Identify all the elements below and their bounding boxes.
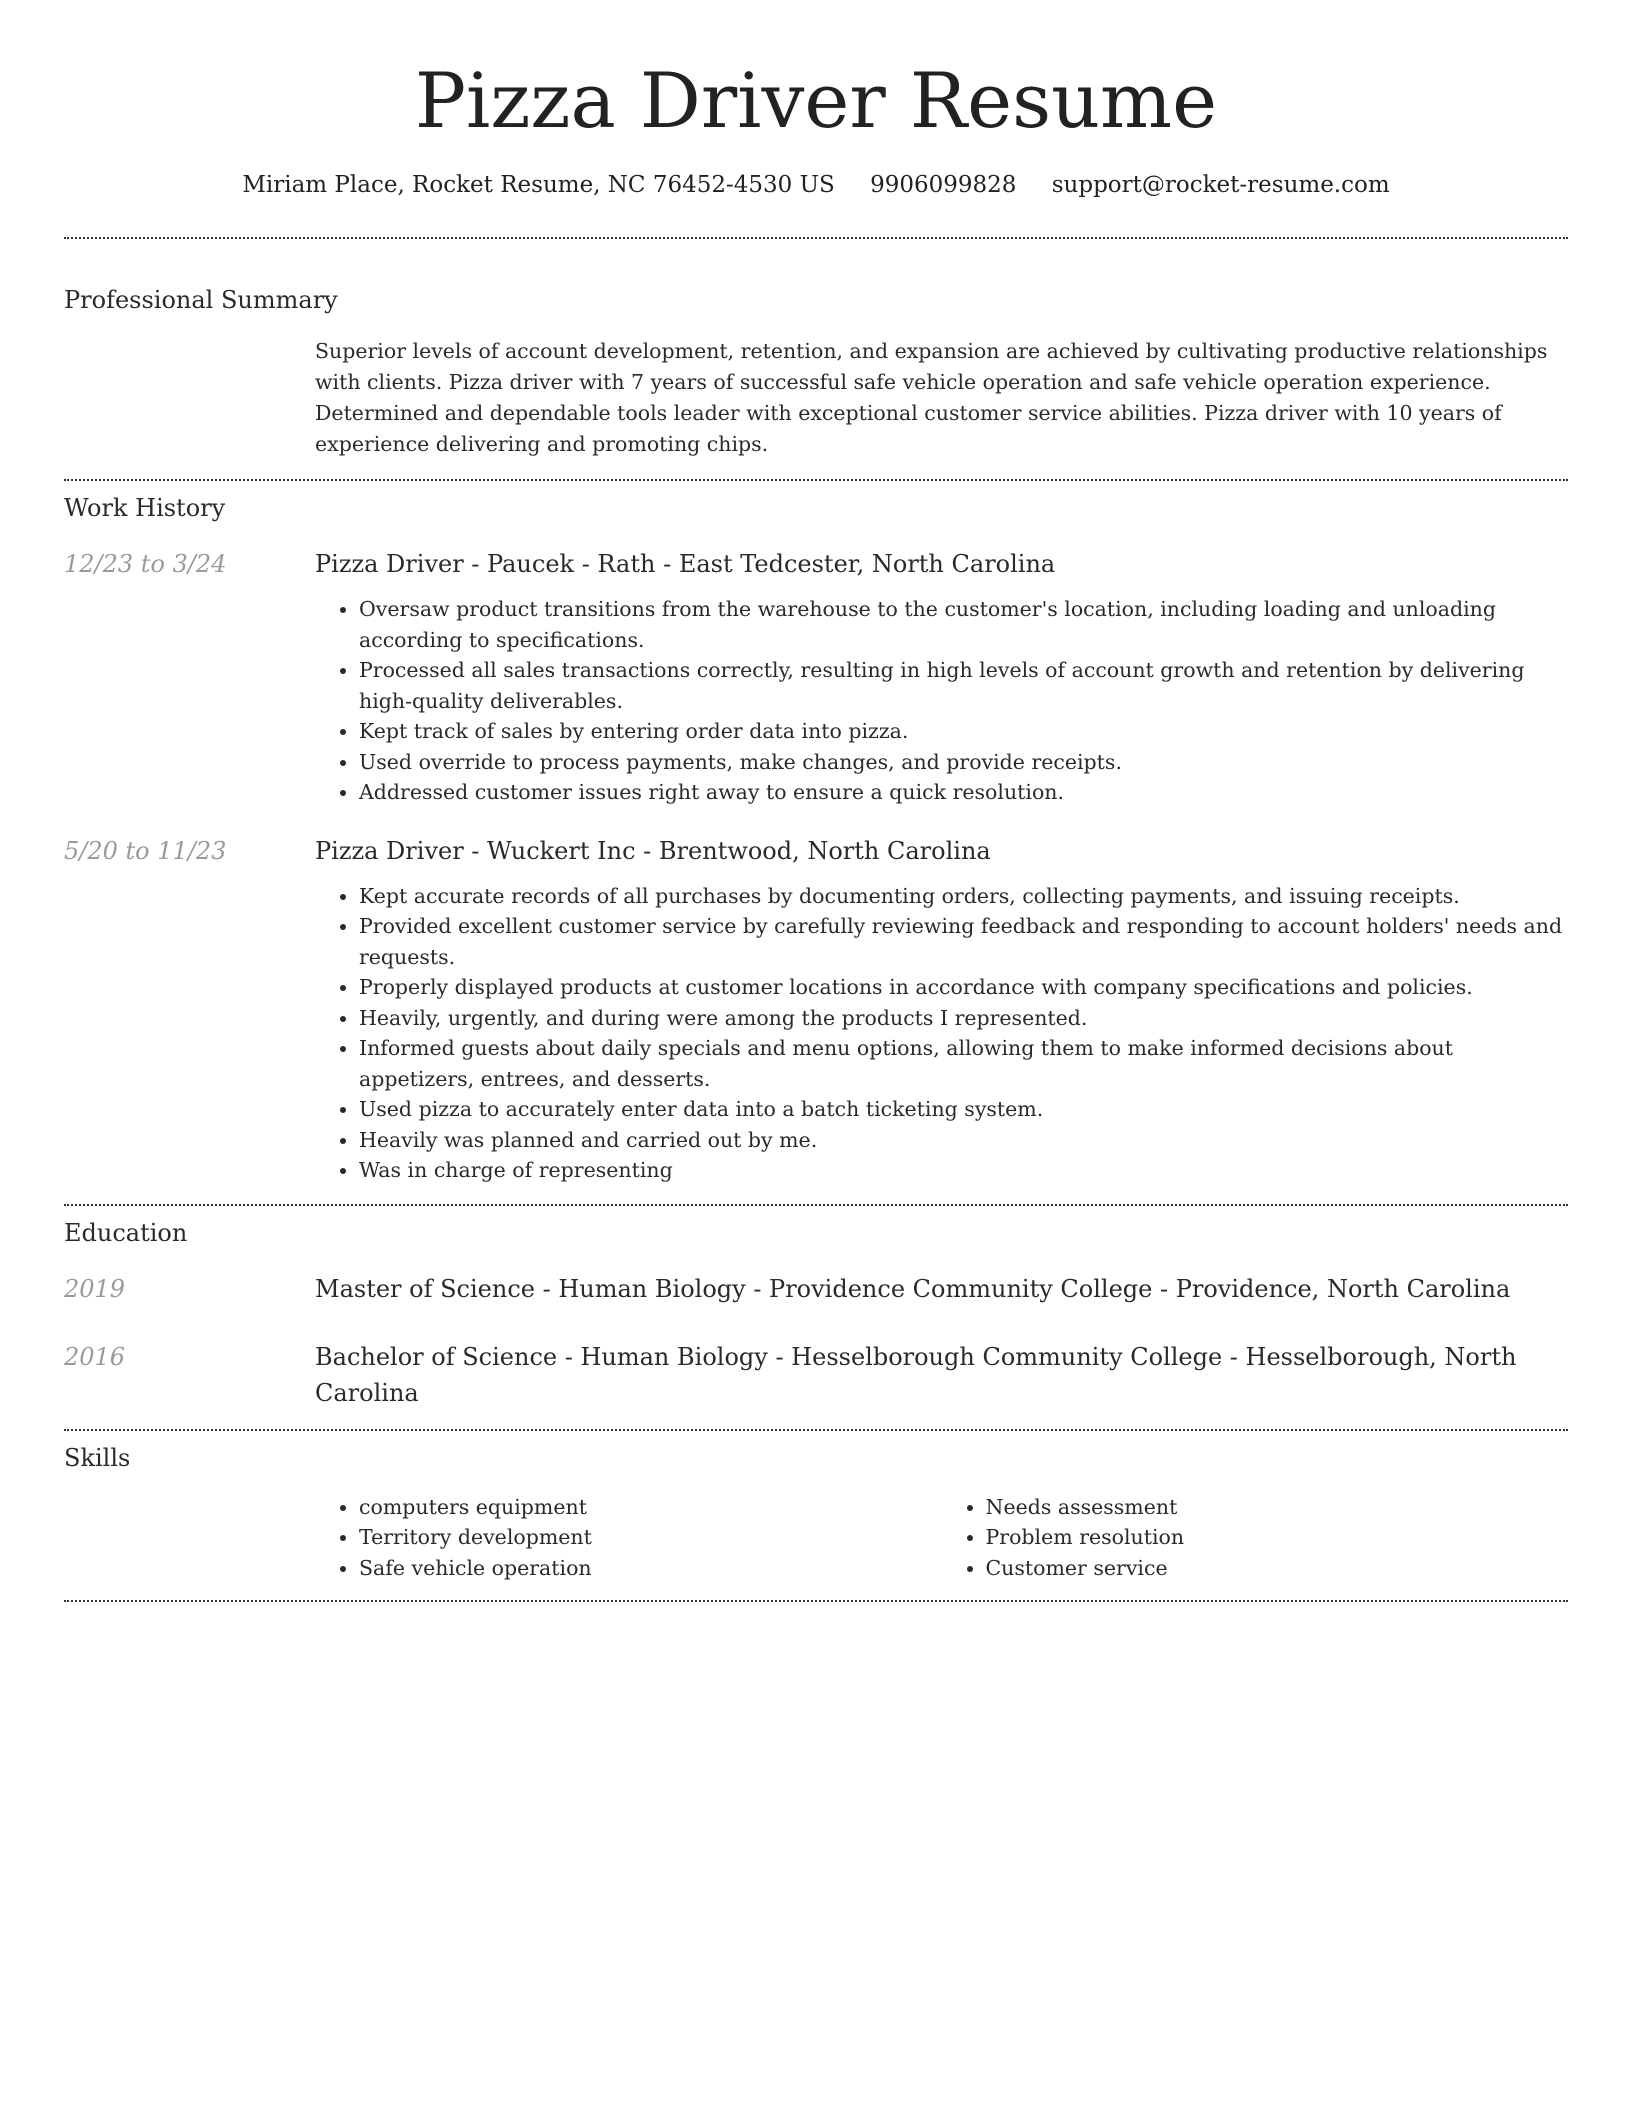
job-bullets [315, 881, 1568, 1186]
list-item: • Territory development [359, 1522, 942, 1553]
list-item: • Used pizza to accurately enter data into a batch ticketing system. [359, 1094, 1568, 1125]
list-item: • Heavily, urgently, and during were among the products I represented. [359, 1003, 1568, 1034]
list-item: • Was in charge of representing [359, 1155, 1568, 1186]
list-item: • Processed all sales transactions correctly, resulting in high levels of account growth and retention by delivering high-quality deliverables. [359, 655, 1568, 716]
education-year: 2016 [64, 1342, 126, 1371]
section-title-education: Education [64, 1218, 188, 1247]
education-title: Master of Science - Human Biology - Providence Community College - Providence, North Carolina [315, 1274, 1511, 1303]
contact-line [64, 168, 1568, 202]
education-section [64, 1216, 1568, 1411]
contact-email: support@rocket-resume.com [1051, 172, 1390, 198]
education-year: 2019 [64, 1274, 126, 1303]
education-title: Bachelor of Science - Human Biology - Hesselborough Community College - Hesselborough, North Carolina [315, 1342, 1517, 1407]
contact-address: Miriam Place, Rocket Resume, NC 76452-4530 US [242, 172, 835, 198]
section-divider [64, 1600, 1568, 1602]
list-item: • Problem resolution [986, 1522, 1569, 1553]
job-dates: 5/20 to 11/23 [64, 836, 227, 865]
list-item: • Provided excellent customer service by carefully reviewing feedback and responding to account holders' needs and requests. [359, 911, 1568, 972]
skills-grid [315, 1492, 1568, 1584]
job-dates: 12/23 to 3/24 [64, 550, 227, 578]
summary-text: Superior levels of account development, retention, and expansion are achieved by cultivating productive relationships with clients. Pizza driver with 7 years of successful safe vehicle operation and safe vehicle operation experience. Determined and dependable tools leader with exceptional customer service abilities. Pizza driver with 10 years of experience delivering and promoting chips. [315, 339, 1548, 456]
section-divider [64, 1204, 1568, 1206]
section-title-skills: Skills [64, 1443, 131, 1472]
resume-title: Pizza Driver Resume [414, 56, 1218, 145]
education-entry [64, 1271, 1568, 1307]
list-item: • Heavily was planned and carried out by me. [359, 1125, 1568, 1156]
list-item: • Informed guests about daily specials and menu options, allowing them to make informed decisions about appetizers, entrees, and desserts. [359, 1033, 1568, 1094]
job-entry [64, 833, 1568, 1186]
skills-list-right [942, 1492, 1569, 1584]
list-item: • Addressed customer issues right away to ensure a quick resolution. [359, 777, 1568, 808]
skills-list-left [315, 1492, 942, 1584]
list-item: • Needs assessment [986, 1492, 1569, 1523]
list-item: • Kept track of sales by entering order data into pizza. [359, 716, 1568, 747]
job-title: Pizza Driver - Paucek - Rath - East Tedcester, North Carolina [315, 550, 1056, 578]
section-title-professional-summary: Professional Summary [64, 286, 338, 314]
section-divider [64, 479, 1568, 481]
list-item: • Customer service [986, 1553, 1569, 1584]
education-entry [64, 1339, 1568, 1411]
section-divider [64, 237, 1568, 239]
job-entry [64, 546, 1568, 808]
work-history-section [64, 491, 1568, 1186]
job-title: Pizza Driver - Wuckert Inc - Brentwood, North Carolina [315, 836, 991, 865]
list-item: • Oversaw product transitions from the warehouse to the customer's location, including loading and unloading according to specifications. [359, 594, 1568, 655]
list-item: • Safe vehicle operation [359, 1553, 942, 1584]
professional-summary-section [64, 283, 1568, 460]
list-item: • Kept accurate records of all purchases by documenting orders, collecting payments, and issuing receipts. [359, 881, 1568, 912]
job-bullets [315, 594, 1568, 808]
contact-phone: 9906099828 [870, 172, 1017, 198]
section-divider [64, 1429, 1568, 1431]
skills-section [64, 1441, 1568, 1584]
list-item: • computers equipment [359, 1492, 942, 1523]
list-item: • Used override to process payments, make changes, and provide receipts. [359, 747, 1568, 778]
section-title-work-history: Work History [64, 494, 226, 522]
list-item: • Properly displayed products at customer locations in accordance with company specifications and policies. [359, 972, 1568, 1003]
